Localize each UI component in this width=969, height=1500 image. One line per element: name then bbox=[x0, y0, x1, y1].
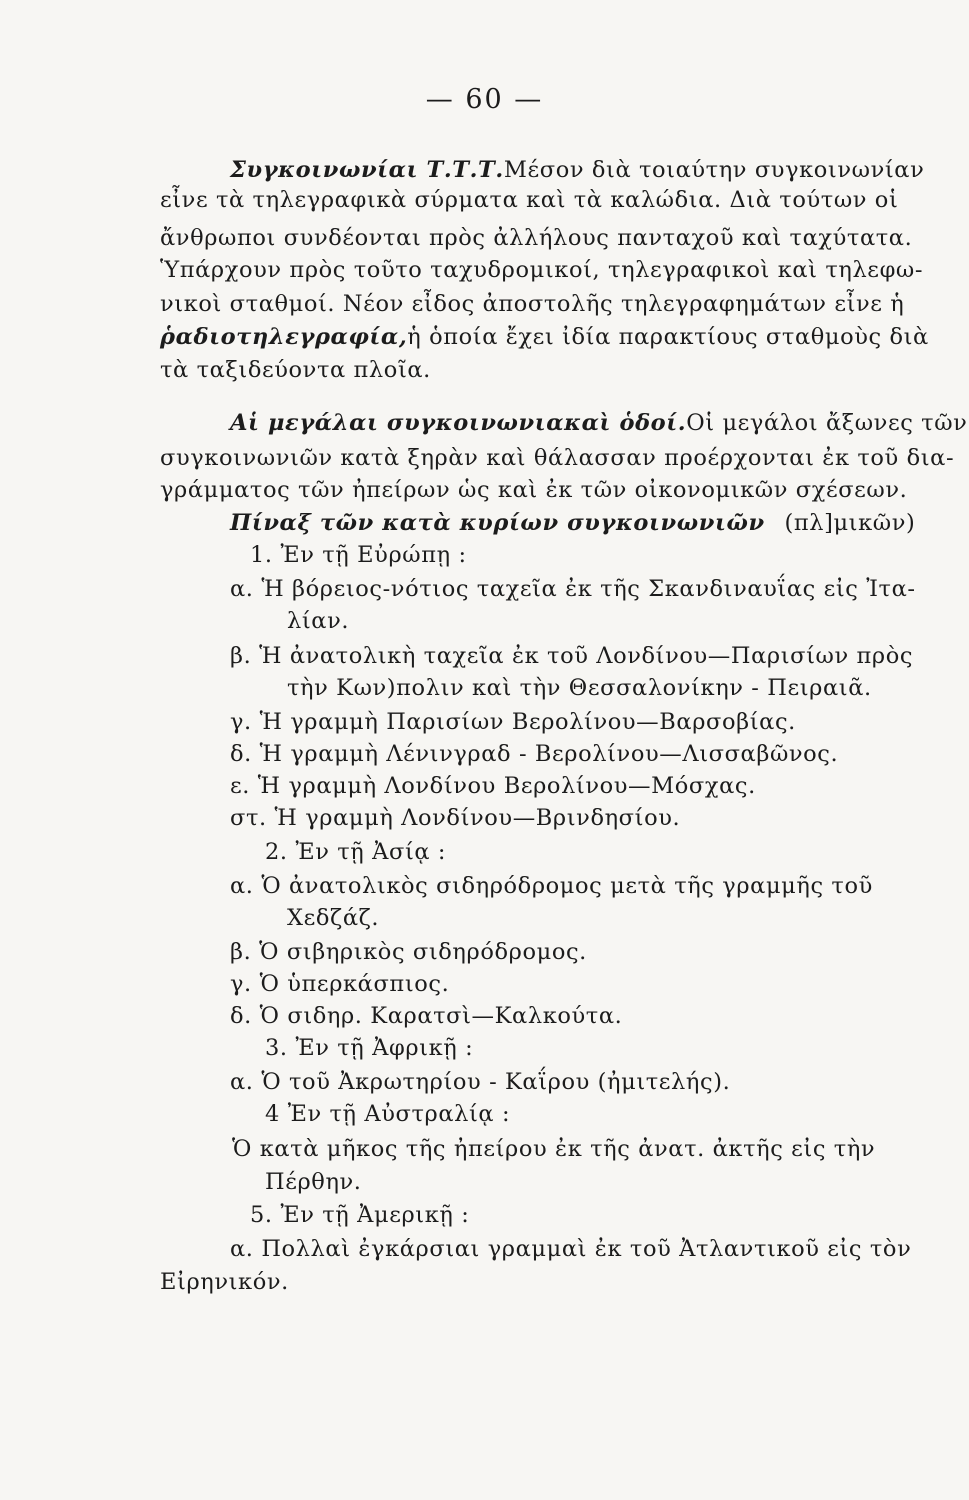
list-item bbox=[287, 606, 349, 636]
section-2-first-line bbox=[230, 408, 968, 438]
list-marker: γ. bbox=[230, 971, 252, 997]
list-text: Ὁ ὑπερκάσπιος. bbox=[259, 971, 450, 997]
paragraph-line: ἄνθρωποι συνδέονται πρὸς ἀλλήλους πανταχοῦ καὶ ταχύτατα. bbox=[160, 225, 913, 251]
list-marker: ε. bbox=[230, 773, 251, 799]
list-text: Πολλαὶ ἐγκάρσιαι γραμμαὶ ἐκ τοῦ Ἀτλαντικοῦ εἰς τὸν bbox=[261, 1236, 912, 1262]
list-item bbox=[265, 1099, 510, 1129]
list-text: Ὁ σιβηρικὸς σιδηρόδρομος. bbox=[259, 939, 587, 965]
list-item bbox=[230, 969, 449, 999]
list-item bbox=[230, 739, 838, 769]
list-text: Ἐν τῇ Ἀσίᾳ : bbox=[295, 839, 447, 865]
list-item bbox=[287, 673, 872, 703]
list-item bbox=[232, 1134, 875, 1164]
table-note: (πλ]μικῶν) bbox=[784, 510, 916, 536]
section-1-first-line bbox=[230, 155, 925, 185]
table-heading bbox=[230, 508, 915, 538]
paragraph-line bbox=[160, 322, 929, 352]
list-marker: 2. bbox=[265, 839, 288, 865]
list-marker: 5. bbox=[250, 1202, 273, 1228]
list-marker: δ. bbox=[230, 741, 252, 767]
list-item bbox=[265, 1167, 362, 1197]
list-text: Ἡ γραμμὴ Λονδίνου Βερολίνου—Μόσχας. bbox=[257, 773, 756, 799]
list-marker: 1. bbox=[250, 542, 273, 568]
list-text: Ὁ ἀνατολικὸς σιδηρόδρομος μετὰ τῆς γραμμῆς τοῦ bbox=[261, 873, 873, 899]
list-text: τὴν Κων)πολιν καὶ τὴν Θεσσαλονίκην - Πειραιᾶ. bbox=[287, 675, 872, 701]
section-title: Συγκοινωνίαι Τ.Τ.Τ. bbox=[230, 157, 504, 183]
list-marker: β. bbox=[230, 643, 252, 669]
list-marker: α. bbox=[230, 873, 254, 899]
list-text: Ἡ ἀνατολικὴ ταχεῖα ἐκ τοῦ Λονδίνου—Παρισίων πρὸς bbox=[259, 643, 914, 669]
list-item bbox=[230, 1001, 622, 1031]
paragraph-line: εἶνε τὰ τηλεγραφικὰ σύρματα καὶ τὰ καλώδια. Διὰ τούτων οἱ bbox=[160, 187, 899, 213]
section-title: Αἱ μεγάλαι συγκοινωνιακαὶ ὁδοί. bbox=[230, 410, 687, 436]
list-text: Ἡ γραμμὴ Λονδίνου—Βρινδησίου. bbox=[274, 805, 681, 831]
list-text: Χεδζάζ. bbox=[287, 905, 380, 931]
list-item bbox=[250, 1200, 469, 1230]
list-marker: γ. bbox=[230, 709, 252, 735]
section-text: Μέσον διὰ τοιαύτην συγκοινωνίαν bbox=[503, 157, 925, 183]
list-item bbox=[230, 641, 913, 671]
list-item bbox=[160, 1267, 289, 1297]
list-marker: β. bbox=[230, 939, 252, 965]
list-text: Ἡ γραμμὴ Λένινγραδ - Βερολίνου—Λισσαβῶνος. bbox=[259, 741, 839, 767]
list-marker: α. bbox=[230, 1069, 254, 1095]
paragraph-line: συγκοινωνιῶν κατὰ ξηρὰν καὶ θάλασσαν προέρχονται ἐκ τοῦ δια- bbox=[160, 445, 955, 471]
paragraph-text: ἡ ὁποία ἔχει ἰδία παρακτίους σταθμοὺς διὰ bbox=[407, 324, 929, 350]
list-text: Ἐν τῇ Αὐστραλίᾳ : bbox=[287, 1101, 511, 1127]
paragraph-line: νικοὶ σταθμοί. Νέον εἶδος ἀποστολῆς τηλεγραφημάτων εἶνε ἡ bbox=[160, 291, 905, 317]
list-text: Ὁ τοῦ Ἀκρωτηρίου - Καΐρου (ἠμιτελής). bbox=[261, 1069, 731, 1095]
list-text: λίαν. bbox=[287, 608, 350, 634]
list-item bbox=[230, 937, 587, 967]
paragraph-line: τὰ ταξιδεύοντα πλοῖα. bbox=[160, 357, 431, 383]
list-item bbox=[230, 771, 756, 801]
list-marker: α. bbox=[230, 576, 254, 602]
list-item bbox=[265, 1033, 473, 1063]
list-item bbox=[265, 837, 446, 867]
list-item bbox=[230, 803, 680, 833]
list-marker: α. bbox=[230, 1236, 254, 1262]
list-item bbox=[230, 574, 916, 604]
list-text: Ἡ βόρειος-νότιος ταχεῖα ἐκ τῆς Σκανδιναυΐας εἰς Ἰτα- bbox=[261, 576, 916, 602]
list-text: Εἰρηνικόν. bbox=[160, 1269, 289, 1295]
list-text: Ὁ κατὰ μῆκος τῆς ἠπείρου ἐκ τῆς ἀνατ. ἀκτῆς εἰς τὴν bbox=[232, 1136, 876, 1162]
paragraph-line: γράμματος τῶν ἠπείρων ὡς καὶ ἐκ τῶν οἰκονομικῶν σχέσεων. bbox=[160, 477, 908, 503]
list-marker: 3. bbox=[265, 1035, 288, 1061]
list-text: Πέρθην. bbox=[265, 1169, 362, 1195]
page-number: — 60 — bbox=[425, 84, 544, 115]
list-item bbox=[287, 903, 379, 933]
list-item bbox=[230, 1234, 911, 1264]
list-marker: στ. bbox=[230, 805, 267, 831]
list-item bbox=[230, 1067, 730, 1097]
paragraph-line: Ὑπάρχουν πρὸς τοῦτο ταχυδρομικοί, τηλεγραφικοὶ καὶ τηλεφω- bbox=[160, 257, 924, 283]
list-text: Ἡ γραμμὴ Παρισίων Βερολίνου—Βαρσοβίας. bbox=[259, 709, 796, 735]
section-text: Οἱ μεγάλοι ἄξωνες τῶν bbox=[686, 410, 968, 436]
table-title: Πίναξ τῶν κατὰ κυρίων συγκοινωνιῶν bbox=[230, 510, 765, 536]
list-text: Ὁ σιδηρ. Καρατσὶ—Καλκούτα. bbox=[259, 1003, 623, 1029]
list-text: Ἐν τῇ Ἀφρικῇ : bbox=[295, 1035, 474, 1061]
list-item bbox=[230, 871, 873, 901]
emphasized-term: ῥαδιοτηλεγραφία, bbox=[160, 324, 408, 350]
list-text: Ἐν τῇ Ἀμερικῇ : bbox=[280, 1202, 470, 1228]
list-text: Ἐν τῇ Εὐρώπῃ : bbox=[280, 542, 467, 568]
list-item bbox=[230, 707, 796, 737]
list-item bbox=[250, 540, 467, 570]
list-marker: 4 bbox=[265, 1101, 280, 1127]
list-marker: δ. bbox=[230, 1003, 252, 1029]
